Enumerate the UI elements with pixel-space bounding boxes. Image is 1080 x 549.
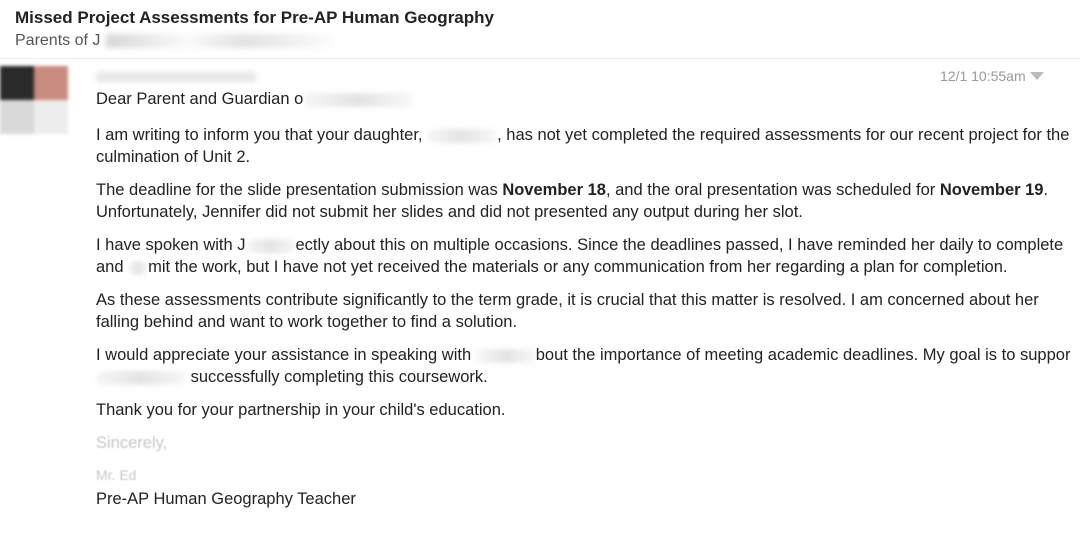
signer-title: Pre-AP Human Geography Teacher bbox=[96, 490, 356, 508]
deadline-date-oral: November 19 bbox=[939, 181, 1044, 199]
redacted-fragment bbox=[128, 261, 148, 275]
signer-name: Mr. Ed bbox=[96, 467, 137, 483]
email-body bbox=[96, 88, 1071, 510]
redacted-student-name bbox=[96, 371, 186, 385]
redacted-student-name bbox=[246, 239, 296, 253]
email-subject: Missed Project Assessments for Pre-AP Human Geography bbox=[15, 8, 494, 27]
redacted-student-name bbox=[303, 93, 413, 107]
closing: Sincerely, bbox=[96, 434, 168, 452]
paragraph-6: Thank you for your partnership in your child's education. bbox=[96, 401, 506, 419]
greeting: Dear Parent and Guardian o bbox=[96, 88, 1071, 110]
paragraph-5: I would appreciate your assistance in speaking with bout the importance of meeting academic deadlines. My goal is to suppor successfully completing this coursework. bbox=[96, 346, 1071, 386]
redacted-student-name bbox=[427, 129, 497, 143]
recipients-label: Parents of J bbox=[15, 32, 101, 49]
deadline-date-slides: November 18 bbox=[502, 181, 606, 199]
redacted-recipient-name bbox=[106, 34, 336, 48]
paragraph-2: The deadline for the slide presentation submission was November 18, and the oral presentation was scheduled for November 19. Unfortunately, Jennifer did not submit her slides and did not presented any output during her slot. bbox=[96, 181, 1049, 221]
paragraph-4: As these assessments contribute significantly to the term grade, it is crucial that this matter is resolved. I am concerned about her falling behind and want to work together to find a solution. bbox=[96, 291, 1039, 331]
redacted-sender-name bbox=[96, 72, 256, 82]
email-timestamp: 12/1 10:55am bbox=[940, 68, 1026, 84]
chevron-down-icon[interactable] bbox=[1030, 72, 1044, 80]
redacted-student-name bbox=[476, 349, 536, 363]
recipients-line[interactable] bbox=[15, 32, 336, 50]
paragraph-1: I am writing to inform you that your daughter, , has not yet completed the required assessments for our recent project for the culmination of Unit 2. bbox=[96, 126, 1070, 166]
sender-avatar[interactable] bbox=[0, 66, 68, 134]
paragraph-3: I have spoken with J ectly about this on multiple occasions. Since the deadlines passed, I have reminded her daily to complete and mit the work, but I have not yet received the materials or any communication from her regarding a plan for completion. bbox=[96, 236, 1064, 276]
header-divider bbox=[0, 58, 1080, 59]
